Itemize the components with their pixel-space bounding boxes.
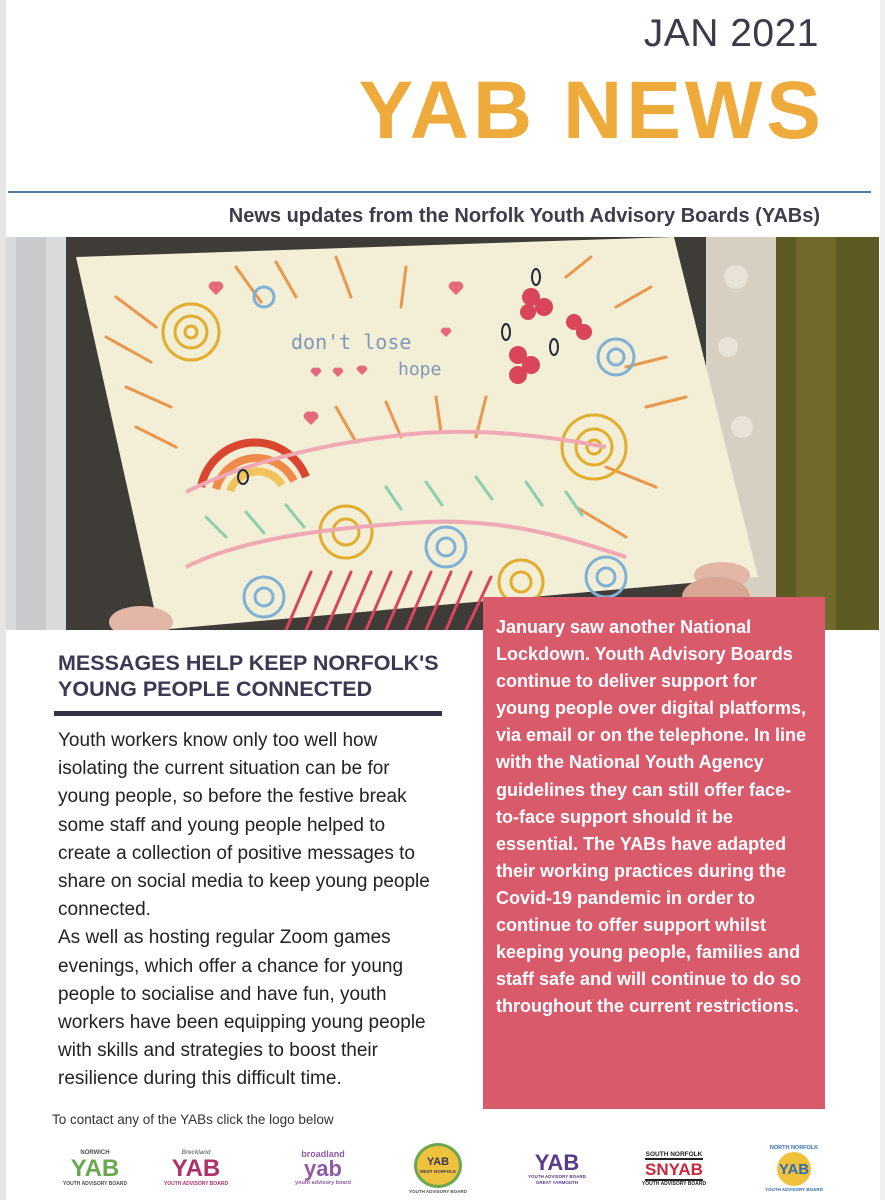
breckland-yab-logo-link[interactable]: [160, 1143, 232, 1195]
logo-region: WEST NORFOLK: [419, 1168, 457, 1174]
newsletter-subtitle: News updates from the Norfolk Youth Advisory Boards (YABs): [228, 205, 820, 227]
logo-region: NORWICH: [80, 1150, 110, 1156]
page-frame-right: [880, 0, 885, 1200]
article-body: [58, 727, 430, 1094]
logo-mark: YAB: [778, 1160, 810, 1178]
logo-mark: YAB: [70, 1155, 120, 1182]
article-paragraph: As well as hosting regular Zoom games evenings, which offer a chance for young people to socialise and have fun, youth workers have been equipping young people with skills and strategies to boost their resilience during this difficult time.: [58, 927, 426, 1090]
article-headline: MESSAGES HELP KEEP NORFOLK'S YOUNG PEOPLE CONNECTED: [58, 651, 439, 701]
logo-tagline: YOUTH ADVISORY BOARD: [765, 1187, 823, 1192]
logo-region: Breckland: [181, 1150, 211, 1156]
west-norfolk-yab-logo-link[interactable]: [406, 1143, 470, 1195]
north-norfolk-badge: [777, 1152, 811, 1186]
logo-tagline: YOUTH ADVISORY BOARD: [641, 1180, 707, 1187]
logo-region: NORTH NORFOLK: [769, 1145, 819, 1151]
logo-tagline: YOUTH ADVISORY BOARD: [409, 1189, 467, 1194]
logo-tagline: youth advisory board: [295, 1180, 351, 1186]
poster-text-line1: don't lose: [291, 330, 412, 354]
west-norfolk-badge: [414, 1143, 462, 1188]
logo-mark: YAB: [426, 1155, 450, 1168]
north-norfolk-yab-logo-link[interactable]: [762, 1143, 826, 1195]
header-divider: [8, 191, 871, 193]
logo-tagline: YOUTH ADVISORY BOARD: [62, 1181, 128, 1187]
south-norfolk-snyab-logo-link[interactable]: [636, 1143, 712, 1195]
poster-text-line2: hope: [398, 359, 442, 380]
article-paragraph: Youth workers know only too well how isolating the current situation can be for young people, so before the festive break some staff and young people helped to create a collection of positive messages to share on social media to keep young people connected.: [58, 730, 430, 921]
logo-mark: YAB: [171, 1155, 221, 1182]
poster-illustration: [6, 237, 879, 630]
norwich-yab-logo-link[interactable]: [60, 1143, 130, 1195]
logo-tagline: YOUTH ADVISORY BOARD GREAT YARMOUTH: [528, 1174, 586, 1185]
feature-photo: [6, 237, 879, 630]
great-yarmouth-yab-logo-link[interactable]: [520, 1143, 594, 1195]
headline-divider: [54, 711, 442, 716]
logo-mark: YAB: [534, 1150, 580, 1175]
broadland-yab-logo-link[interactable]: [283, 1143, 363, 1195]
logo-region: broadland: [301, 1149, 345, 1159]
logo-region: SOUTH NORFOLK: [645, 1150, 703, 1158]
callout-text: January saw another National Lockdown. Youth Advisory Boards continue to deliver support for young people over digital platforms, via email or on the telephone. In line with the National Youth Agency guidelines they can still offer face-to-face support should it be essential. The YABs have adapted their working practices during the Covid-19 pandemic in order to continue to offer support whilst keeping young people, families and staff safe and will continue to do so throughout the current restrictions.: [496, 617, 807, 1017]
logo-mark: yab: [304, 1156, 342, 1181]
newsletter-title: YAB NEWS: [358, 65, 825, 156]
logo-mark: SNYAB: [645, 1159, 703, 1179]
logo-tagline: YOUTH ADVISORY BOARD: [163, 1181, 229, 1187]
lockdown-callout-box: [483, 597, 825, 1109]
contact-instructions: To contact any of the YABs click the logo below: [52, 1112, 334, 1127]
issue-date: JAN 2021: [643, 12, 819, 55]
